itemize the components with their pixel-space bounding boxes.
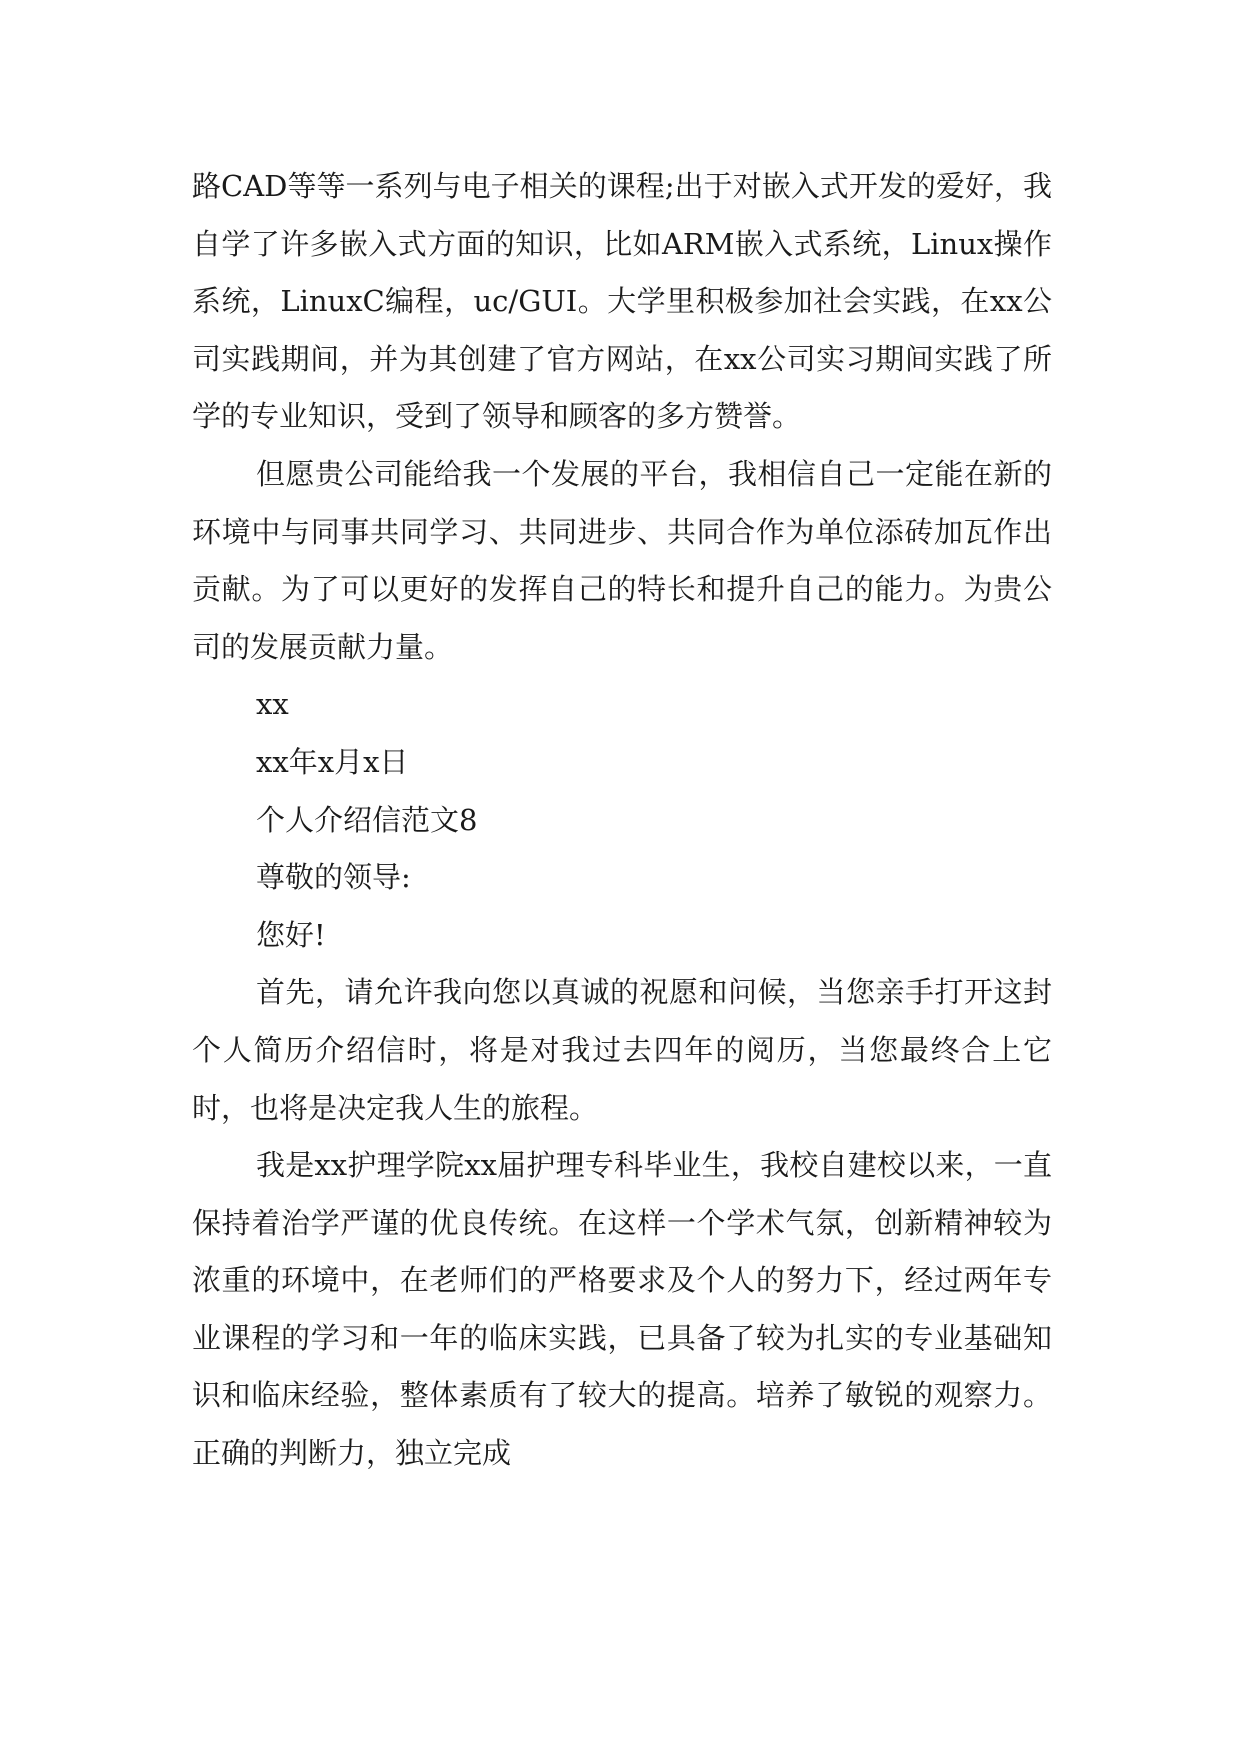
section-title: 个人介绍信范文8 xyxy=(256,802,478,837)
salutation: 尊敬的领导: xyxy=(256,860,411,895)
paragraph-background: 我是xx护理学院xx届护理专科毕业生，我校自建校以来，一直保持着治学严谨的优良传统。在这样一个学术气氛，创新精神较为浓重的环境中，在老师们的严格要求及个人的努力下，经过两年专业课程的学习和一年的临床实践，已具备了较为扎实的专业基础知识和临床经验，整体素质有了较大的提高。培养了敏锐的观察力。正确的判断力，独立完成 xyxy=(192,1148,1052,1471)
paragraph-skills: 路CAD等等一系列与电子相关的课程;出于对嵌入式开发的爱好，我自学了许多嵌入式方面的知识，比如ARM嵌入式系统，Linux操作系统，LinuxC编程，uc/GUI。大学里积极参加社会实践，在xx公司实践期间，并为其创建了官方网站，在xx公司实习期间实践了所学的专业知识，受到了领导和顾客的多方赞誉。 xyxy=(192,169,1052,434)
paragraph-intro: 首先，请允许我向您以真诚的祝愿和问候，当您亲手打开这封个人简历介绍信时，将是对我过去四年的阅历，当您最终合上它时，也将是决定我人生的旅程。 xyxy=(192,975,1052,1125)
signature-date: xx年x月x日 xyxy=(256,744,409,779)
document-body xyxy=(192,158,1052,1483)
greeting: 您好! xyxy=(256,917,326,952)
signature-name: xx xyxy=(256,687,289,722)
paragraph-hope: 但愿贵公司能给我一个发展的平台，我相信自己一定能在新的环境中与同事共同学习、共同进步、共同合作为单位添砖加瓦作出贡献。为了可以更好的发挥自己的特长和提升自己的能力。为贵公司的发展贡献力量。 xyxy=(192,456,1052,664)
